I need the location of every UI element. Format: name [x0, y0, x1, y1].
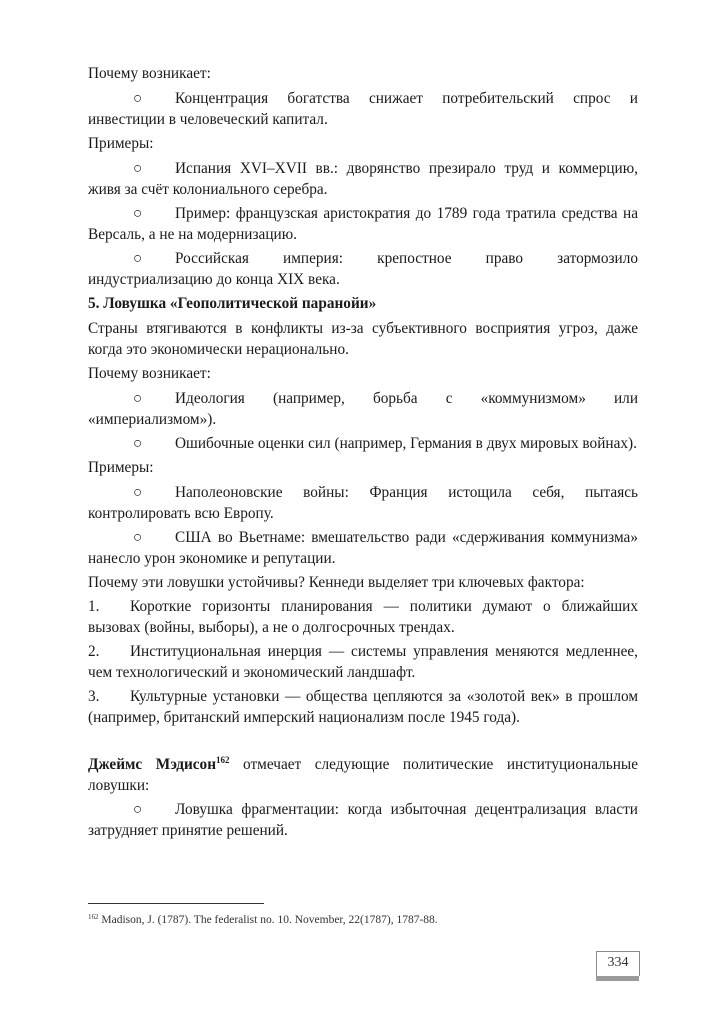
footnote: $^{162}$ Madison, J. (1787). The federalist no. 10. November, 22(1787), 1787-88. — [88, 913, 438, 926]
footnote-ref[interactable]: 162 — [216, 755, 230, 765]
bullet-marker: ○ — [133, 250, 143, 267]
item-number: 3. — [88, 688, 100, 705]
bullet-marker: ○ — [133, 205, 143, 222]
examples-label-1: Примеры: — [88, 135, 154, 152]
footnote-number: 162 — [88, 913, 99, 921]
page-number: 334 — [596, 951, 640, 976]
page-body — [88, 63, 638, 844]
bullet-marker: ○ — [133, 484, 143, 501]
bullet-item: ○ Пример: французская аристократия до 1789 года тратила средства на Версаль, а не на модернизацию. — [88, 205, 638, 243]
bullet-marker: ○ — [133, 160, 143, 177]
paragraph: Страны втягиваются в конфликты из-за субъективного восприятия угроз, даже когда это экономически нерационально. — [88, 320, 638, 358]
bullet-item: ○ Ошибочные оценки сил (например, Германия в двух мировых войнах). — [133, 435, 637, 452]
paragraph: Почему эти ловушки устойчивы? Кеннеди выделяет три ключевых фактора: — [88, 574, 585, 591]
numbered-item: 1. Короткие горизонты планирования — политики думают о ближайших вызовах (войны, выборы), а не о долгосрочных трендах. — [88, 598, 638, 636]
bullet-item: ○ Концентрация богатства снижает потребительский спрос и инвестиции в человеческий капитал. — [88, 90, 638, 128]
section-heading: 5. Ловушка «Геополитической паранойи» — [88, 295, 377, 312]
bullet-marker: ○ — [133, 435, 143, 452]
numbered-item: 2. Институциональная инерция — системы управления меняются медленнее, чем технологический и экономический ландшафт. — [88, 643, 638, 681]
page-number-bar — [596, 976, 639, 981]
item-number: 1. — [88, 598, 100, 615]
bullet-marker: ○ — [133, 390, 143, 407]
bullet-item: ○ США во Вьетнаме: вмешательство ради «сдерживания коммунизма» нанесло урон экономике и репутации. — [88, 529, 638, 567]
bullet-marker: ○ — [133, 90, 143, 107]
bullet-item: ○ Испания XVI–XVII вв.: дворянство презирало труд и коммерцию, живя за счёт колониального серебра. — [88, 160, 638, 198]
bullet-item: ○ Идеология (например, борьба с «коммунизмом» или «империализмом»). — [88, 390, 638, 428]
author-name: Джеймс Мэдисон — [88, 756, 217, 773]
bullet-item: ○ Наполеоновские войны: Франция истощила себя, пытаясь контролировать всю Европу. — [88, 484, 638, 522]
bullet-item: ○ Российская империя: крепостное право затормозило индустриализацию до конца XIX века. — [88, 250, 638, 288]
bullet-item: ○ Ловушка фрагментации: когда избыточная децентрализация власти затрудняет принятие решений. — [88, 801, 638, 839]
footnote-divider — [88, 903, 264, 904]
numbered-item: 3. Культурные установки — общества цепляются за «золотой век» в прошлом (например, британский имперский национализм после 1945 года). — [88, 688, 638, 726]
spacer — [88, 731, 638, 754]
examples-label-2: Примеры: — [88, 459, 154, 476]
why-label-1: Почему возникает: — [88, 65, 211, 82]
item-number: 2. — [88, 643, 100, 660]
paragraph: Джеймс Мэдисон$^{162}$ отмечает следующие политические институциональные ловушки: — [88, 755, 638, 794]
why-label-2: Почему возникает: — [88, 365, 211, 382]
bullet-marker: ○ — [133, 801, 143, 818]
bullet-marker: ○ — [133, 529, 143, 546]
